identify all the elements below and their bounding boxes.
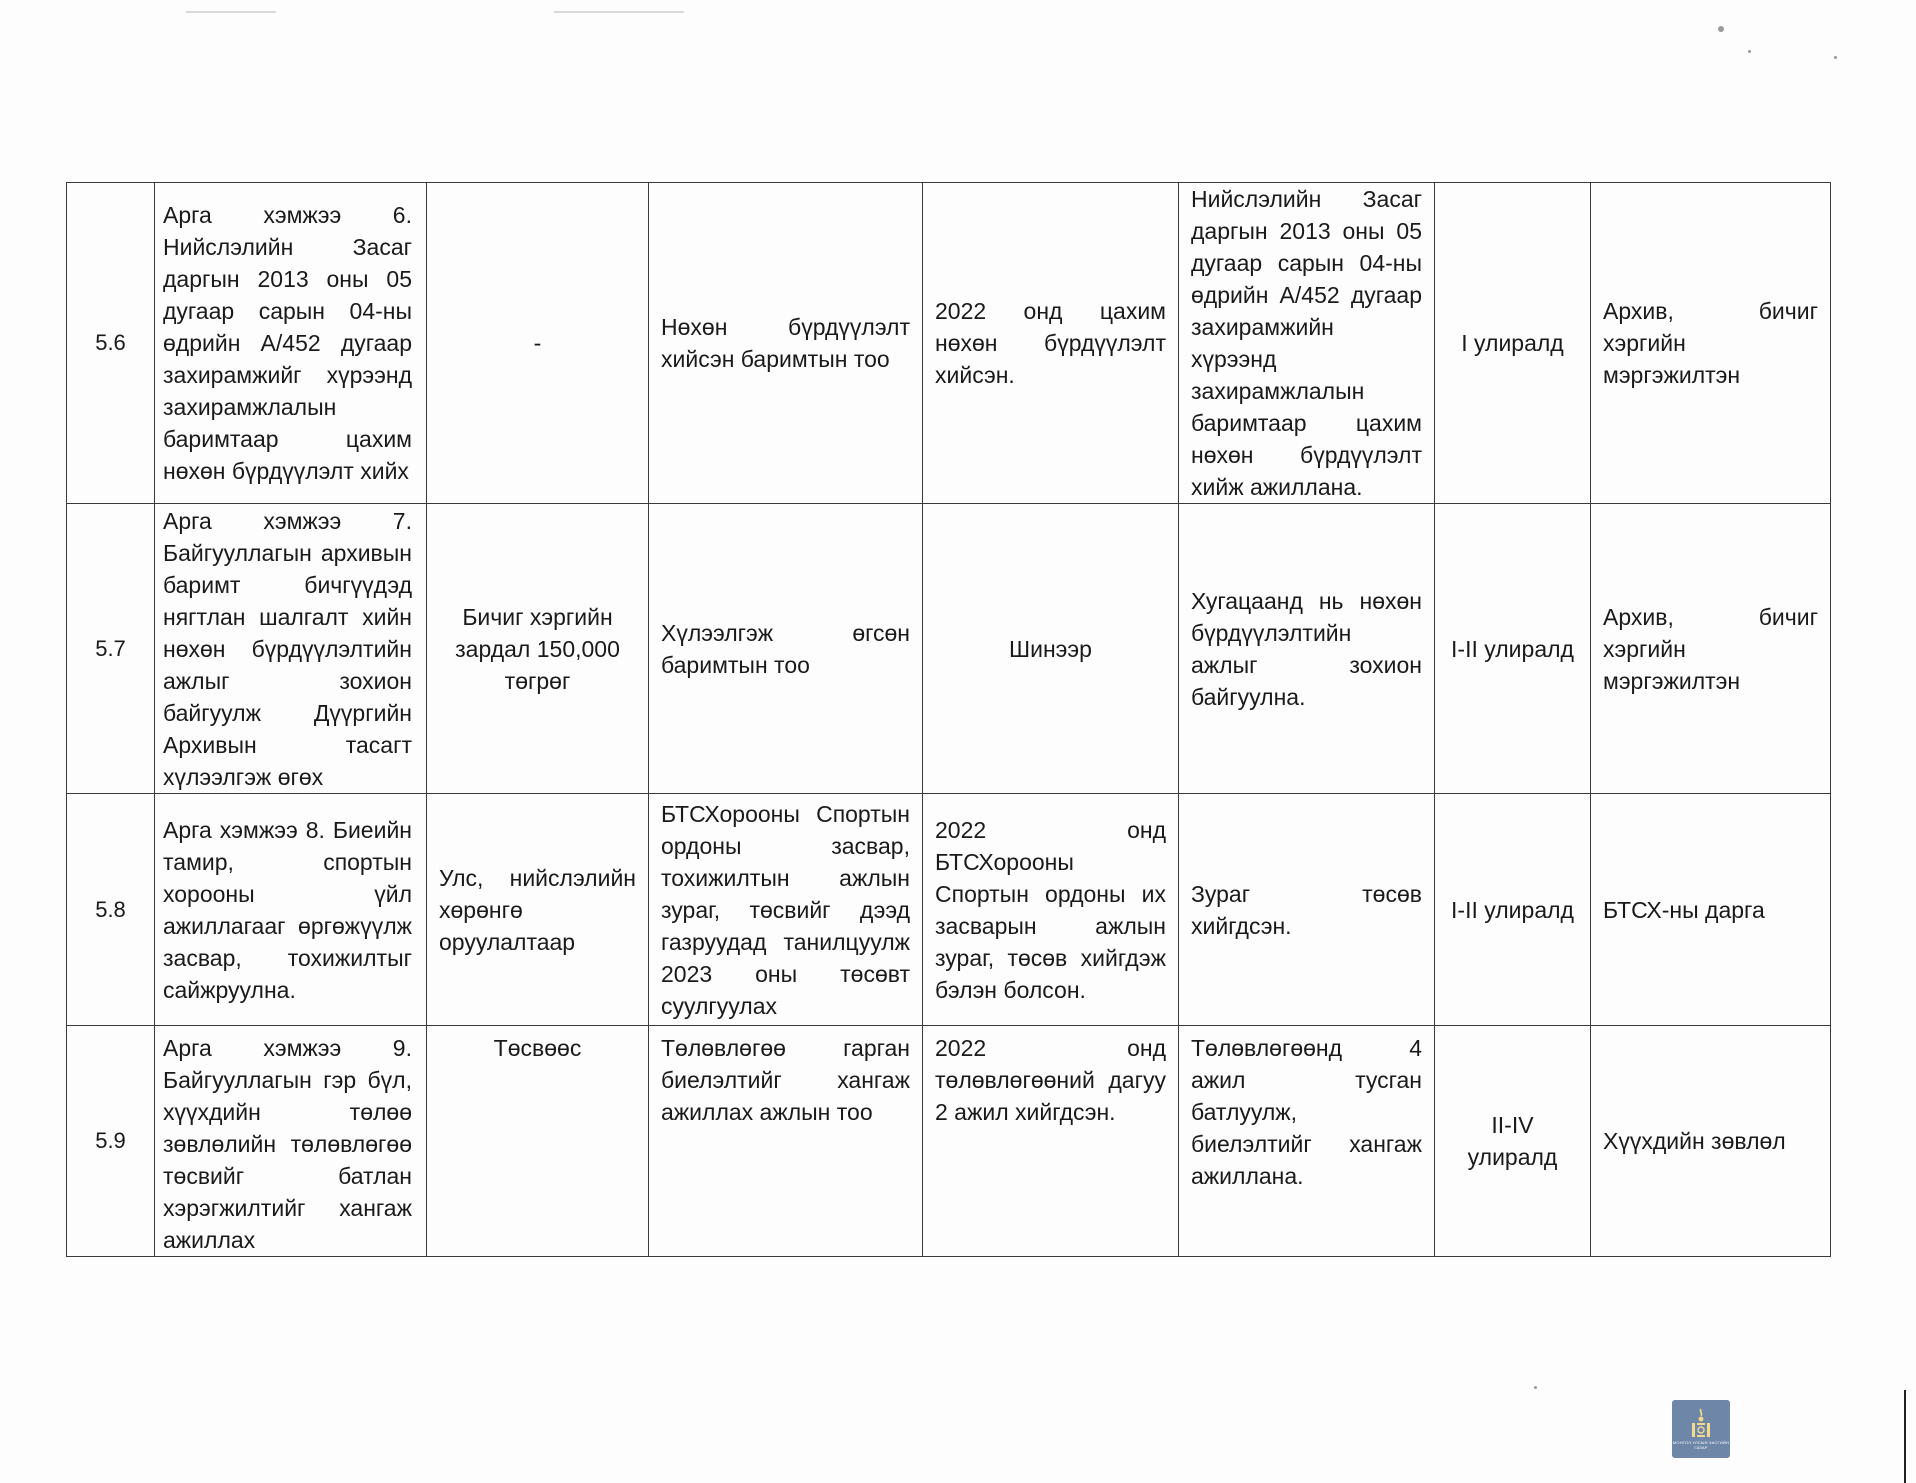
scan-speck bbox=[1748, 50, 1751, 53]
budget-cell: Төсвөөс bbox=[427, 1026, 649, 1257]
responsible-cell: Хүүхдийн зөвлөл bbox=[1591, 1026, 1831, 1257]
row-number: 5.9 bbox=[67, 1026, 155, 1257]
budget-cell: - bbox=[427, 183, 649, 504]
responsible-cell: Архив, бичиг хэргийн мэргэжилтэн bbox=[1591, 504, 1831, 794]
indicator-cell: Нөхөн бүрдүүлэлт хийсэн баримтын тоо bbox=[649, 183, 923, 504]
scan-artifact-line bbox=[186, 11, 276, 13]
scan-speck bbox=[1534, 1386, 1537, 1389]
target-cell: Хугацаанд нь нөхөн бүрдүүлэлтийн ажлыг зохион байгуулна. bbox=[1179, 504, 1435, 794]
target-cell: Нийслэлийн Засаг даргын 2013 оны 05 дугаар сарын 04-ны өдрийн А/452 дугаар захирамжийн хүрээнд захирамжлалын баримтаар цахим нөхөн бүрдүүлэлт хийж ажиллана. bbox=[1179, 183, 1435, 504]
scan-artifact-line bbox=[554, 11, 684, 13]
scan-speck bbox=[1834, 56, 1837, 59]
scan-edge-mark bbox=[1904, 1390, 1906, 1483]
target-cell: Төлөвлөгөөнд 4 ажил тусган батлуулж, биелэлтийг хангаж ажиллана. bbox=[1179, 1026, 1435, 1257]
period-cell: II-IV улиралд bbox=[1435, 1026, 1591, 1257]
period-cell: I улиралд bbox=[1435, 183, 1591, 504]
target-cell: Зураг төсөв хийгдсэн. bbox=[1179, 794, 1435, 1026]
row-number: 5.6 bbox=[67, 183, 155, 504]
seal-text: МОНГОЛ УЛСЫН ЗАСГИЙН ГАЗАР bbox=[1672, 1440, 1730, 1450]
budget-cell: Бичиг хэргийн зардал 150,000 төгрөг bbox=[427, 504, 649, 794]
indicator-cell: Төлөвлөгөө гарган биелэлтийг хангаж ажиллах ажлын тоо bbox=[649, 1026, 923, 1257]
activity-cell: Арга хэмжээ 9. Байгууллагын гэр бүл, хүүхдийн төлөө зөвлөлийн төлөвлөгөө төсвийг батлан хэрэгжилтийг хангаж ажиллах bbox=[155, 1026, 427, 1257]
row-number: 5.8 bbox=[67, 794, 155, 1026]
indicator-cell: БТСХорооны Спортын ордоны засвар, тохижилтын ажлын зураг, төсвийг дээд газруудад танилцуулж 2023 оны төсөвт суулгуулах bbox=[649, 794, 923, 1026]
row-number: 5.7 bbox=[67, 504, 155, 794]
baseline-cell: 2022 онд цахим нөхөн бүрдүүлэлт хийсэн. bbox=[923, 183, 1179, 504]
baseline-cell: 2022 онд БТСХорооны Спортын ордоны их засварын ажлын зураг, төсөв хийгдэж бэлэн болсон. bbox=[923, 794, 1179, 1026]
soyombo-icon bbox=[1690, 1408, 1712, 1438]
activity-cell: Арга хэмжээ 8. Биеийн тамир, спортын хорооны үйл ажиллагааг өргөжүүлж засвар, тохижилтыг сайжруулна. bbox=[155, 794, 427, 1026]
indicator-cell: Хүлээлгэж өгсөн баримтын тоо bbox=[649, 504, 923, 794]
responsible-cell: БТСХ-ны дарга bbox=[1591, 794, 1831, 1026]
baseline-cell: Шинээр bbox=[923, 504, 1179, 794]
scan-speck bbox=[1718, 26, 1724, 32]
government-seal bbox=[1672, 1400, 1730, 1458]
responsible-cell: Архив, бичиг хэргийн мэргэжилтэн bbox=[1591, 183, 1831, 504]
table-row bbox=[67, 794, 1831, 1026]
table-row bbox=[67, 1026, 1831, 1257]
period-cell: I-II улиралд bbox=[1435, 794, 1591, 1026]
baseline-cell: 2022 онд төлөвлөгөөний дагуу 2 ажил хийгдсэн. bbox=[923, 1026, 1179, 1257]
table-row bbox=[67, 183, 1831, 504]
period-cell: I-II улиралд bbox=[1435, 504, 1591, 794]
table-row bbox=[67, 504, 1831, 794]
activity-cell: Арга хэмжээ 6. Нийслэлийн Засаг даргын 2013 оны 05 дугаар сарын 04-ны өдрийн А/452 дугаар захирамжийг хүрээнд захирамжлалын баримтаар цахим нөхөн бүрдүүлэлт хийх bbox=[155, 183, 427, 504]
budget-cell: Улс, нийслэлийн хөрөнгө оруулалтаар bbox=[427, 794, 649, 1026]
action-plan-table bbox=[66, 182, 1831, 1257]
activity-cell: Арга хэмжээ 7. Байгууллагын архивын баримт бичгүүдэд нягтлан шалгалт хийн нөхөн бүрдүүлэлтийн ажлыг зохион байгуулж Дүүргийн Архивын тасагт хүлээлгэж өгөх bbox=[155, 504, 427, 794]
